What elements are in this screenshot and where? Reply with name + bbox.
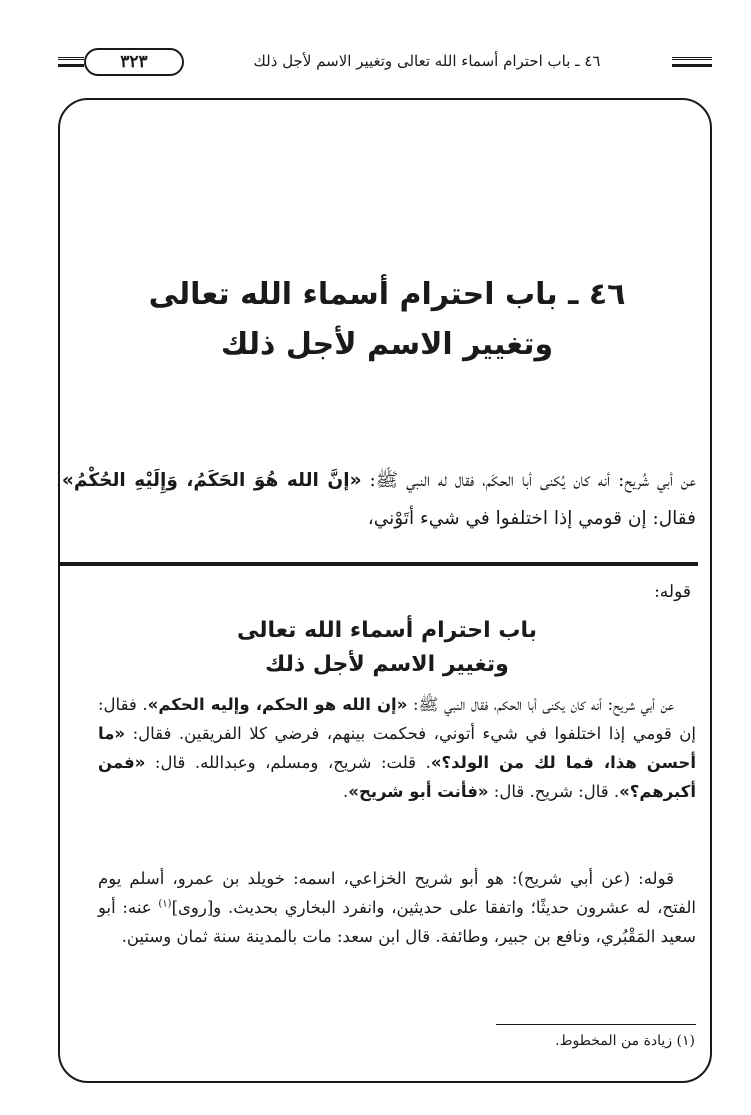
footnote-marker[interactable]: (١) [158,898,172,910]
commentary-subtitle-line1: باب احترام أسماء الله تعالى [236,618,537,643]
commentary-label: قوله: [654,582,691,602]
commentary-paragraph-1 [98,690,696,806]
commentary-subtitle [60,614,714,682]
running-title: ٤٦ ـ باب احترام أسماء الله تعالى وتغيير الاسم لأجل ذلك [253,52,601,70]
page-header [58,48,712,76]
p1-text-e: . [343,782,349,801]
footnote-rule [496,1024,696,1025]
p1-text-b: . فقال: إن قومي إذا اختلفوا في شيء أتوني، فحكمت بينهم، فرضي كلا الفريقين. فقال: [98,695,696,743]
hadith-text [56,462,696,538]
commentary-subtitle-line2: وتغيير الاسم لأجل ذلك [265,652,509,677]
p1-quote-a: «إن الله هو الحكم، وإليه الحكم» [147,695,408,714]
page-number: ٣٢٣ [84,48,184,76]
chapter-title-line1: ٤٦ ـ باب احترام أسماء الله تعالى [148,277,626,312]
p2-text-b: عنه: أبو سعيد المَقْبُري، ونافع بن جبير، وطائفة. قال ابن سعد: مات بالمدينة سنة ثمان وستين. [98,898,696,946]
p1-quote-c: «فمن أكبرهم؟» [98,753,696,801]
hadith-rest: . فقال: إن قومي إذا اختلفوا في شيء أتَوْني، [56,470,696,529]
header-rule-right [672,57,712,67]
p1-text-c: . قلت: شريح، ومسلم، وعبدالله. قال: [145,753,431,772]
chapter-title-line2: وتغيير الاسم لأجل ذلك [220,327,554,362]
p2-text-a: قوله: (عن أبي شريح): هو أبو شريح الخزاعي، اسمه: خويلد بن عمرو، أسلم يوم الفتح، له عشرون حديثًا؛ واتفقا على حديثين، وانفرد البخاري بحديث. و[روى] [98,869,697,917]
footnote: (١) زيادة من المخطوط. [555,1033,695,1049]
p1-quote-d: «فأنت أبو شريح» [348,782,489,801]
hadith-intro: عن أبي شُريح: أنه كان يُكنى أبا الحكَم، فقال له النبي ﷺ: [361,470,696,491]
p1-text-d: . قال: شريح. قال: [488,782,620,801]
hadith-quote: «إنَّ الله هُوَ الحَكَمُ، وَإِلَيْهِ الحُكْمُ» [61,470,362,491]
section-divider [58,562,698,566]
commentary-paragraph-2 [98,864,696,951]
p1-text-a: عن أبي شريح: أنه كان يكنى أبا الحكم، فقال النبي ﷺ: [407,695,674,714]
chapter-title [60,270,714,370]
p1-quote-b: «ما أحسن هذا، فما لك من الولد؟» [98,724,696,772]
header-rule-left [58,57,84,67]
